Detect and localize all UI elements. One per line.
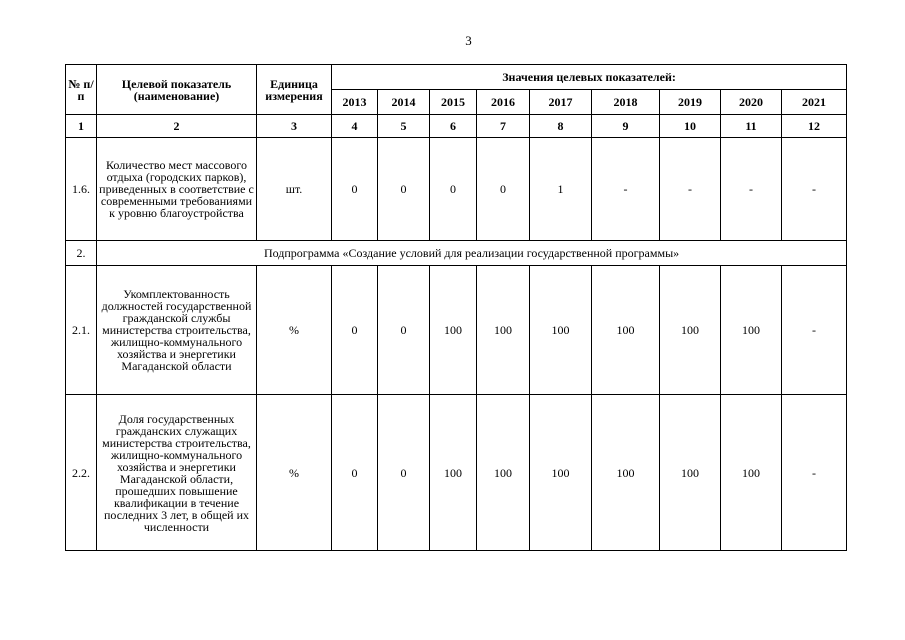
year-header: 2021 bbox=[782, 90, 847, 115]
column-number: 1 bbox=[66, 115, 97, 138]
year-header: 2020 bbox=[721, 90, 782, 115]
unit: шт. bbox=[257, 138, 332, 241]
indicator-name: Доля государственных гражданских служащих министерства строительства, жилищно-коммунального хозяйства и энергетики Магаданской области, прошедших повышение квалификации в течение последних 3 лет, в общей их численности bbox=[97, 395, 257, 551]
value-cell: 100 bbox=[477, 395, 530, 551]
value-cell: 0 bbox=[378, 266, 430, 395]
num-header: № п/п bbox=[66, 65, 97, 115]
value-cell: 0 bbox=[378, 395, 430, 551]
section-row bbox=[66, 241, 847, 266]
column-number: 7 bbox=[477, 115, 530, 138]
column-number: 6 bbox=[430, 115, 477, 138]
row-number: 1.6. bbox=[66, 138, 97, 241]
value-cell: 0 bbox=[332, 138, 378, 241]
value-cell: - bbox=[782, 138, 847, 241]
unit: % bbox=[257, 395, 332, 551]
column-numbers-row bbox=[66, 115, 847, 138]
year-header: 2013 bbox=[332, 90, 378, 115]
row-number: 2.2. bbox=[66, 395, 97, 551]
year-header: 2015 bbox=[430, 90, 477, 115]
page-number: 3 bbox=[465, 33, 472, 48]
value-cell: 100 bbox=[430, 395, 477, 551]
values-header: Значения целевых показателей: bbox=[332, 65, 847, 90]
value-cell: 100 bbox=[477, 266, 530, 395]
column-number: 2 bbox=[97, 115, 257, 138]
value-cell: 0 bbox=[378, 138, 430, 241]
value-cell: 100 bbox=[721, 395, 782, 551]
value-cell: 0 bbox=[477, 138, 530, 241]
header-row bbox=[66, 65, 847, 90]
value-cell: 100 bbox=[592, 395, 660, 551]
value-cell: - bbox=[721, 138, 782, 241]
value-cell: 100 bbox=[592, 266, 660, 395]
column-number: 4 bbox=[332, 115, 378, 138]
value-cell: - bbox=[660, 138, 721, 241]
column-number: 5 bbox=[378, 115, 430, 138]
year-header: 2019 bbox=[660, 90, 721, 115]
value-cell: 100 bbox=[430, 266, 477, 395]
value-cell: - bbox=[782, 395, 847, 551]
table-row bbox=[66, 138, 847, 241]
value-cell: 0 bbox=[332, 266, 378, 395]
column-number: 10 bbox=[660, 115, 721, 138]
value-cell: 0 bbox=[332, 395, 378, 551]
value-cell: - bbox=[782, 266, 847, 395]
table-row bbox=[66, 266, 847, 395]
year-header: 2018 bbox=[592, 90, 660, 115]
value-cell: 0 bbox=[430, 138, 477, 241]
value-cell: 100 bbox=[530, 395, 592, 551]
year-header: 2016 bbox=[477, 90, 530, 115]
year-header: 2017 bbox=[530, 90, 592, 115]
column-number: 8 bbox=[530, 115, 592, 138]
indicator-name: Количество мест массового отдыха (городских парков), приведенных в соответствие с современными требованиями к уровню благоустройства bbox=[97, 138, 257, 241]
column-number: 9 bbox=[592, 115, 660, 138]
value-cell: 100 bbox=[530, 266, 592, 395]
indicator-name: Укомплектованность должностей государственной гражданской службы министерства строительства, жилищно-коммунального хозяйства и энергетики Магаданской области bbox=[97, 266, 257, 395]
column-number: 3 bbox=[257, 115, 332, 138]
value-cell: 100 bbox=[721, 266, 782, 395]
subprogram-title: Подпрограмма «Создание условий для реализации государственной программы» bbox=[97, 241, 847, 266]
column-number: 11 bbox=[721, 115, 782, 138]
value-cell: 100 bbox=[660, 266, 721, 395]
column-number: 12 bbox=[782, 115, 847, 138]
unit: % bbox=[257, 266, 332, 395]
table-row bbox=[66, 395, 847, 551]
value-cell: 100 bbox=[660, 395, 721, 551]
target-indicators-table bbox=[65, 64, 847, 551]
indicator-header: Целевой показатель (наименование) bbox=[97, 65, 257, 115]
row-number: 2. bbox=[66, 241, 97, 266]
unit-header: Единица измерения bbox=[257, 65, 332, 115]
year-header: 2014 bbox=[378, 90, 430, 115]
value-cell: - bbox=[592, 138, 660, 241]
row-number: 2.1. bbox=[66, 266, 97, 395]
value-cell: 1 bbox=[530, 138, 592, 241]
